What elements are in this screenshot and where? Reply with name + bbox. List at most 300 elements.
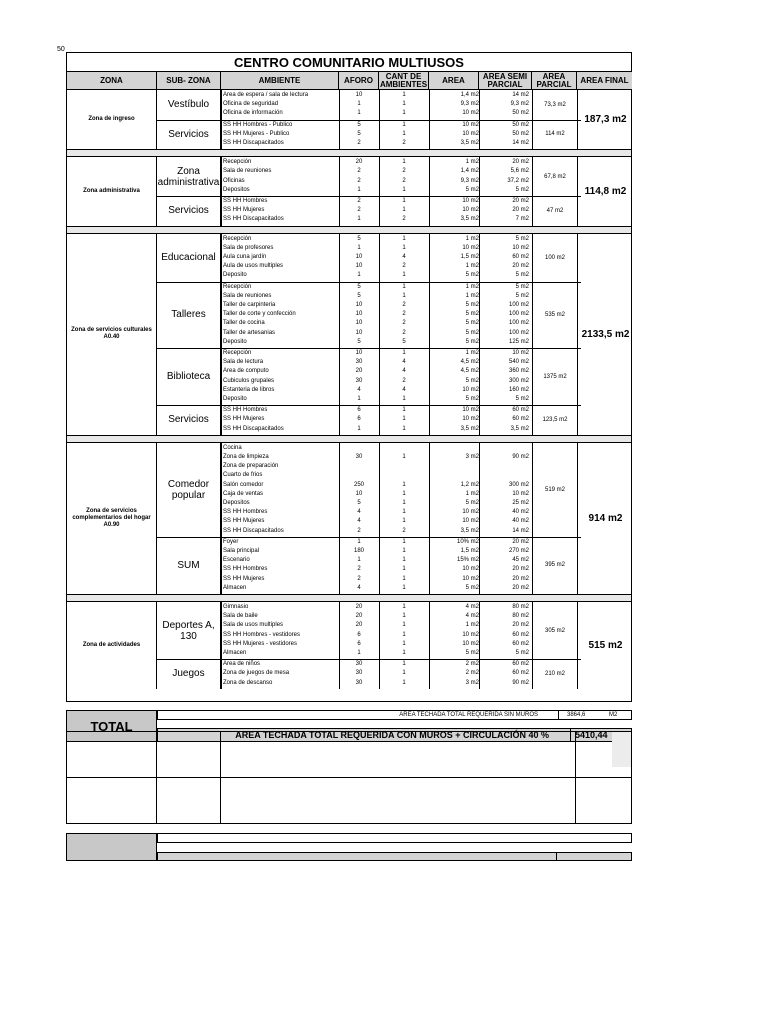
area-cell: 3,5 m2 xyxy=(460,216,479,223)
table-row xyxy=(221,91,532,100)
area-semi-cell: 50 m2 xyxy=(512,130,529,137)
cant-cell: 1 xyxy=(402,207,406,214)
table-row xyxy=(221,206,532,215)
table-row xyxy=(221,444,532,453)
table-row xyxy=(221,679,532,688)
ambiente-cell: SS HH Hombres xyxy=(223,566,268,573)
blank-row-divider xyxy=(66,777,632,778)
sub-zone-name: Juegos xyxy=(157,659,221,689)
zone-separator xyxy=(67,226,631,234)
bottom-row-2 xyxy=(157,852,632,861)
table-row xyxy=(221,386,532,395)
aforo-cell: 2 xyxy=(357,140,361,146)
table-row xyxy=(221,508,532,517)
table-row xyxy=(221,367,532,376)
area-parcial: 1375 m2 xyxy=(532,348,577,405)
area-cell: 3,5 m2 xyxy=(460,140,479,146)
column-divider xyxy=(429,90,430,149)
area-semi-cell: 37,2 m2 xyxy=(507,177,529,184)
aforo-cell: 1 xyxy=(357,425,361,432)
area-parcial: 210 m2 xyxy=(532,659,577,689)
cant-cell: 1 xyxy=(402,613,406,620)
area-final: 515 m2 xyxy=(577,602,633,689)
area-semi-cell: 90 m2 xyxy=(512,679,529,686)
bottom-row-1 xyxy=(157,833,632,843)
total-sin-muros-cell xyxy=(558,711,631,719)
table-row xyxy=(221,271,532,280)
aforo-cell: 4 xyxy=(357,509,361,516)
aforo-cell: 20 xyxy=(355,368,363,375)
ambiente-cell: Oficina de seguridad xyxy=(223,101,279,108)
area-semi-cell: 5 m2 xyxy=(515,235,529,242)
area-parcial: 100 m2 xyxy=(532,234,577,282)
table-row xyxy=(221,283,532,292)
sub-zone-name: Servicios xyxy=(157,405,221,435)
area-semi-cell: 20 m2 xyxy=(512,538,529,545)
table-row xyxy=(221,100,532,109)
cant-cell: 1 xyxy=(402,679,406,686)
area-cell: 1,2 m2 xyxy=(460,481,479,488)
cant-cell: 1 xyxy=(402,416,406,423)
aforo-cell: 1 xyxy=(357,186,361,193)
aforo-cell: 20 xyxy=(355,159,363,166)
blank-col-divider xyxy=(220,731,221,824)
area-cell: 9,3 m2 xyxy=(460,177,479,184)
aforo-cell: 5 xyxy=(357,130,361,137)
zone-name: Zona de ingreso xyxy=(67,90,157,149)
aforo-cell: 5 xyxy=(357,121,361,128)
ambiente-cell: Area de niños xyxy=(223,661,261,668)
table-row xyxy=(221,481,532,490)
total-sin-muros-unit: M2 xyxy=(609,712,618,718)
sub-zone-name: Deportes A, 130 xyxy=(157,602,221,659)
area-semi-cell: 20 m2 xyxy=(512,207,529,214)
aforo-cell: 5 xyxy=(357,338,361,345)
area-parcial: 519 m2 xyxy=(532,443,577,537)
aforo-cell: 10 xyxy=(355,254,363,260)
column-divider xyxy=(479,234,480,435)
table-row xyxy=(221,603,532,612)
sub-zone-name: Servicios xyxy=(157,120,221,150)
ambiente-cell: Deposito xyxy=(223,272,247,279)
table-row xyxy=(221,538,532,547)
table-row xyxy=(221,338,532,347)
blank-shaded-cell xyxy=(612,732,631,767)
cant-cell: 1 xyxy=(402,661,406,668)
sub-zone-name: Talleres xyxy=(157,282,221,348)
area-cell: 1,4 m2 xyxy=(460,168,479,175)
zone-name: Zona de servicios complementarios del hogar A0.90 xyxy=(67,443,157,594)
cant-cell: 2 xyxy=(402,329,406,336)
cant-cell: 2 xyxy=(402,140,406,146)
program-table xyxy=(66,52,632,702)
cant-cell: 1 xyxy=(402,272,406,279)
area-cell: 1 m2 xyxy=(465,292,479,299)
cant-cell: 4 xyxy=(402,359,406,366)
cant-cell: 1 xyxy=(402,159,406,166)
ambiente-cell: Taller de corte y confección xyxy=(223,311,296,318)
cant-cell: 1 xyxy=(402,101,406,108)
cant-cell: 1 xyxy=(402,640,406,647)
ambiente-cell: Oficinas xyxy=(223,177,245,184)
table-row xyxy=(221,186,532,195)
cant-cell: 1 xyxy=(402,121,406,128)
aforo-cell: 10 xyxy=(355,302,363,308)
total-sin-muros-row xyxy=(157,710,632,720)
table-row xyxy=(221,575,532,584)
cant-cell: 2 xyxy=(402,216,406,223)
area-cell: 5 m2 xyxy=(465,377,479,384)
cant-cell: 1 xyxy=(402,548,406,554)
sub-zone-name: SUM xyxy=(157,537,221,594)
aforo-cell: 4 xyxy=(357,518,361,525)
aforo-cell: 30 xyxy=(355,661,363,668)
area-cell: 4,5 m2 xyxy=(460,368,479,375)
area-parcial: 73,3 m2 xyxy=(532,90,577,120)
table-row xyxy=(221,584,532,593)
sub-zone-name: Vestíbulo xyxy=(157,90,221,120)
aforo-cell: 2 xyxy=(357,168,361,175)
ambiente-cell: Deposito xyxy=(223,396,247,402)
ambiente-cell: Sala de reuniones xyxy=(223,292,272,299)
ambiente-cell: Aula cuna jardín xyxy=(223,254,267,260)
blank-col-divider xyxy=(575,731,576,824)
cant-cell: 2 xyxy=(402,302,406,308)
ambiente-cell: Taller de carpinteria xyxy=(223,302,276,308)
column-divider xyxy=(379,443,380,594)
area-parcial: 305 m2 xyxy=(532,602,577,659)
table-row xyxy=(221,527,532,536)
area-cell: 1 m2 xyxy=(465,263,479,270)
header-aforo: AFORO xyxy=(339,72,379,90)
area-final: 187,3 m2 xyxy=(577,90,633,149)
aforo-cell: 1 xyxy=(357,650,361,656)
area-parcial: 114 m2 xyxy=(532,120,577,150)
area-parcial: 67,8 m2 xyxy=(532,157,577,196)
area-cell: 10 m2 xyxy=(462,416,479,423)
area-cell: 10 m2 xyxy=(462,198,479,204)
area-cell: 15% m2 xyxy=(456,557,479,564)
ambiente-cell: Cocina xyxy=(223,444,242,451)
area-cell: 10 m2 xyxy=(462,386,479,393)
cant-cell: 1 xyxy=(402,490,406,497)
cant-cell: 2 xyxy=(402,263,406,270)
cant-cell: 2 xyxy=(402,177,406,184)
area-cell: 3,5 m2 xyxy=(460,425,479,432)
aforo-cell: 2 xyxy=(357,527,361,534)
area-semi-cell: 14 m2 xyxy=(512,527,529,534)
header-sub-zona: SUB- ZONA xyxy=(157,72,221,90)
aforo-cell: 10 xyxy=(355,92,363,98)
column-divider xyxy=(339,443,340,594)
table-row xyxy=(221,669,532,678)
area-semi-cell: 540 m2 xyxy=(508,359,529,366)
area-cell: 5 m2 xyxy=(465,396,479,402)
cant-cell: 1 xyxy=(402,566,406,573)
area-semi-cell: 45 m2 xyxy=(512,557,529,564)
area-cell: 2 m2 xyxy=(465,661,479,668)
table-row xyxy=(221,215,532,224)
table-title: CENTRO COMUNITARIO MULTIUSOS xyxy=(67,53,631,72)
area-semi-cell: 3,5 m2 xyxy=(510,425,529,432)
area-semi-cell: 40 m2 xyxy=(512,509,529,516)
area-cell: 5 m2 xyxy=(465,338,479,345)
area-cell: 3 m2 xyxy=(465,454,479,460)
area-cell: 5 m2 xyxy=(465,320,479,327)
aforo-cell: 2 xyxy=(357,207,361,214)
sub-zone-name: Educacional xyxy=(157,234,221,282)
zone-name: Zona administrativa xyxy=(67,157,157,225)
ambiente-cell: Cuarto de frios xyxy=(223,472,263,479)
area-semi-cell: 10 m2 xyxy=(512,490,529,497)
aforo-cell: 5 xyxy=(357,235,361,242)
table-row xyxy=(221,406,532,415)
table-row xyxy=(221,329,532,338)
area-cell: 4,5 m2 xyxy=(460,359,479,366)
area-cell: 1 m2 xyxy=(465,622,479,629)
table-row xyxy=(221,490,532,499)
cant-cell: 1 xyxy=(402,631,406,638)
table-row xyxy=(221,547,532,556)
ambiente-cell: SS HH Discapacitados xyxy=(223,216,284,223)
column-divider xyxy=(429,157,430,225)
ambiente-cell: SS HH Discapacitados xyxy=(223,527,284,534)
area-semi-cell: 360 m2 xyxy=(508,368,529,375)
table-row xyxy=(221,262,532,271)
ambiente-cell: SS HH Hombres xyxy=(223,407,268,414)
ambiente-cell: Escenario xyxy=(223,557,250,564)
area-semi-cell: 5 m2 xyxy=(515,292,529,299)
ambiente-cell: SS HH Hombres xyxy=(223,509,268,516)
area-semi-cell: 60 m2 xyxy=(512,416,529,423)
blank-col-divider xyxy=(156,731,157,824)
table-row xyxy=(221,565,532,574)
header-zona: ZONA xyxy=(67,72,157,90)
ambiente-cell: SS HH Mujeres xyxy=(223,518,265,525)
area-semi-cell: 160 m2 xyxy=(508,386,529,393)
zone-name: Zona de actividades xyxy=(67,602,157,689)
cant-cell: 2 xyxy=(402,320,406,327)
area-semi-cell: 10 m2 xyxy=(512,244,529,251)
area-cell: 4 m2 xyxy=(465,604,479,610)
ambiente-cell: Zona de limpieza xyxy=(223,454,269,460)
area-semi-cell: 50 m2 xyxy=(512,121,529,128)
aforo-cell: 1 xyxy=(357,101,361,108)
cant-cell: 1 xyxy=(402,604,406,610)
aforo-cell: 30 xyxy=(355,670,363,677)
cant-cell: 1 xyxy=(402,350,406,356)
column-divider xyxy=(479,90,480,149)
aforo-cell: 1 xyxy=(357,272,361,279)
aforo-cell: 4 xyxy=(357,386,361,393)
zone-separator xyxy=(67,435,631,443)
cant-cell: 1 xyxy=(402,575,406,582)
cant-cell: 4 xyxy=(402,386,406,393)
area-cell: 1,5 m2 xyxy=(460,254,479,260)
cant-cell: 1 xyxy=(402,235,406,242)
ambiente-cell: Recepción xyxy=(223,350,252,356)
area-semi-cell: 5 m2 xyxy=(515,396,529,402)
cant-cell: 1 xyxy=(402,650,406,656)
cant-cell: 1 xyxy=(402,186,406,193)
ambiente-cell: SS HH Discapacitados xyxy=(223,425,284,432)
table-row xyxy=(221,130,532,139)
ambiente-cell: Taller de artesanias xyxy=(223,329,276,336)
header-parcial: AREA PARCIAL xyxy=(532,72,577,90)
area-cell: 1,4 m2 xyxy=(460,92,479,98)
ambiente-cell: SS HH Mujeres xyxy=(223,207,265,214)
area-semi-cell: 20 m2 xyxy=(512,575,529,582)
ambiente-cell: Taller de cocina xyxy=(223,320,265,327)
area-semi-cell: 7 m2 xyxy=(515,216,529,223)
aforo-cell: 20 xyxy=(355,613,363,620)
cant-cell: 1 xyxy=(402,670,406,677)
ambiente-cell: SS HH Mujeres xyxy=(223,575,265,582)
ambiente-cell: Gimnasio xyxy=(223,604,249,610)
area-cell: 10 m2 xyxy=(462,631,479,638)
ambiente-cell: Sala de reuniones xyxy=(223,168,272,175)
aforo-cell: 2 xyxy=(357,198,361,204)
sub-zone-name: Zona administrativa xyxy=(157,157,221,196)
cant-cell: 2 xyxy=(402,377,406,384)
column-divider xyxy=(479,602,480,689)
total-sin-muros-value: 3864,6 xyxy=(567,712,586,718)
ambiente-cell: Zona de preparación xyxy=(223,463,279,470)
area-parcial: 47 m2 xyxy=(532,196,577,226)
area-cell: 2 m2 xyxy=(465,670,479,677)
aforo-cell: 2 xyxy=(357,575,361,582)
aforo-cell: 2 xyxy=(357,177,361,184)
cant-cell: 2 xyxy=(402,168,406,175)
area-semi-cell: 300 m2 xyxy=(508,481,529,488)
aforo-cell: 6 xyxy=(357,416,361,423)
ambiente-cell: Recepción xyxy=(223,235,252,242)
ambiente-cell: Zona de descanso xyxy=(223,679,273,686)
area-cell: 5 m2 xyxy=(465,311,479,318)
table-row xyxy=(221,292,532,301)
cant-cell: 1 xyxy=(402,509,406,516)
area-final: 914 m2 xyxy=(577,443,633,594)
ambiente-cell: SS HH Hombres - vestidores xyxy=(223,631,301,638)
aforo-cell: 6 xyxy=(357,407,361,414)
aforo-cell: 10 xyxy=(355,311,363,318)
ambiente-cell: Almacen xyxy=(223,584,247,591)
table-row xyxy=(221,612,532,621)
column-divider xyxy=(221,443,222,594)
area-cell: 10 m2 xyxy=(462,110,479,117)
aforo-cell: 30 xyxy=(355,359,363,366)
cant-cell: 1 xyxy=(402,481,406,488)
ambiente-cell: Sala principal xyxy=(223,548,260,554)
bottom-row-divider xyxy=(556,853,557,860)
cant-cell: 1 xyxy=(402,557,406,564)
area-semi-cell: 60 m2 xyxy=(512,254,529,260)
cant-cell: 1 xyxy=(402,244,406,251)
area-cell: 5 m2 xyxy=(465,584,479,591)
aforo-cell: 5 xyxy=(357,500,361,506)
area-semi-cell: 5 m2 xyxy=(515,272,529,279)
area-cell: 5 m2 xyxy=(465,302,479,308)
cant-cell: 1 xyxy=(402,622,406,629)
column-divider xyxy=(379,234,380,435)
cant-cell: 4 xyxy=(402,254,406,260)
bottom-shaded-box xyxy=(66,833,157,861)
area-parcial: 395 m2 xyxy=(532,537,577,594)
table-row xyxy=(221,235,532,244)
aforo-cell: 10 xyxy=(355,320,363,327)
aforo-cell: 5 xyxy=(357,292,361,299)
area-semi-cell: 90 m2 xyxy=(512,454,529,460)
area-semi-cell: 25 m2 xyxy=(512,500,529,506)
area-cell: 10 m2 xyxy=(462,207,479,214)
area-cell: 5 m2 xyxy=(465,272,479,279)
area-semi-cell: 14 m2 xyxy=(512,92,529,98)
aforo-cell: 20 xyxy=(355,622,363,629)
table-row xyxy=(221,177,532,186)
ambiente-cell: SS HH Mujeres - vestidores xyxy=(223,640,298,647)
area-cell: 3,5 m2 xyxy=(460,527,479,534)
ambiente-cell: Salón comedor xyxy=(223,481,264,488)
aforo-cell: 5 xyxy=(357,283,361,290)
aforo-cell: 1 xyxy=(357,557,361,564)
column-divider xyxy=(221,602,222,689)
area-semi-cell: 5,6 m2 xyxy=(510,168,529,175)
sub-zone-name: Comedor popular xyxy=(157,443,221,537)
area-cell: 5 m2 xyxy=(465,329,479,336)
aforo-cell: 1 xyxy=(357,538,361,545)
area-cell: 10 m2 xyxy=(462,407,479,414)
column-divider xyxy=(429,602,430,689)
area-cell: 10 m2 xyxy=(462,566,479,573)
cant-cell: 1 xyxy=(402,538,406,545)
column-divider xyxy=(379,602,380,689)
cant-cell: 1 xyxy=(402,500,406,506)
area-parcial: 535 m2 xyxy=(532,282,577,348)
area-cell: 4 m2 xyxy=(465,613,479,620)
table-row xyxy=(221,244,532,253)
table-row xyxy=(221,139,532,148)
area-cell: 10 m2 xyxy=(462,130,479,137)
area-semi-cell: 20 m2 xyxy=(512,159,529,166)
ambiente-cell: Depositos xyxy=(223,500,250,506)
table-row xyxy=(221,197,532,206)
area-cell: 5 m2 xyxy=(465,500,479,506)
ambiente-cell: Foyer xyxy=(223,538,239,545)
area-semi-cell: 80 m2 xyxy=(512,613,529,620)
table-row xyxy=(221,377,532,386)
area-semi-cell: 5 m2 xyxy=(515,283,529,290)
ambiente-cell: SS HH Mujeres xyxy=(223,416,265,423)
column-divider xyxy=(221,157,222,225)
ambiente-cell: Deposito xyxy=(223,338,247,345)
ambiente-cell: Oficina de información xyxy=(223,110,283,117)
sub-zone-name: Biblioteca xyxy=(157,348,221,405)
area-cell: 10 m2 xyxy=(462,509,479,516)
table-row xyxy=(221,471,532,480)
column-divider xyxy=(379,90,380,149)
table-row xyxy=(221,640,532,649)
aforo-cell: 10 xyxy=(355,329,363,336)
aforo-cell: 20 xyxy=(355,604,363,610)
aforo-cell: 250 xyxy=(353,481,364,488)
table-row xyxy=(221,109,532,118)
area-final: 2133,5 m2 xyxy=(577,234,633,435)
zone-separator xyxy=(67,149,631,157)
table-row xyxy=(221,556,532,565)
area-semi-cell: 20 m2 xyxy=(512,584,529,591)
column-divider xyxy=(429,234,430,435)
area-cell: 9,3 m2 xyxy=(460,101,479,108)
